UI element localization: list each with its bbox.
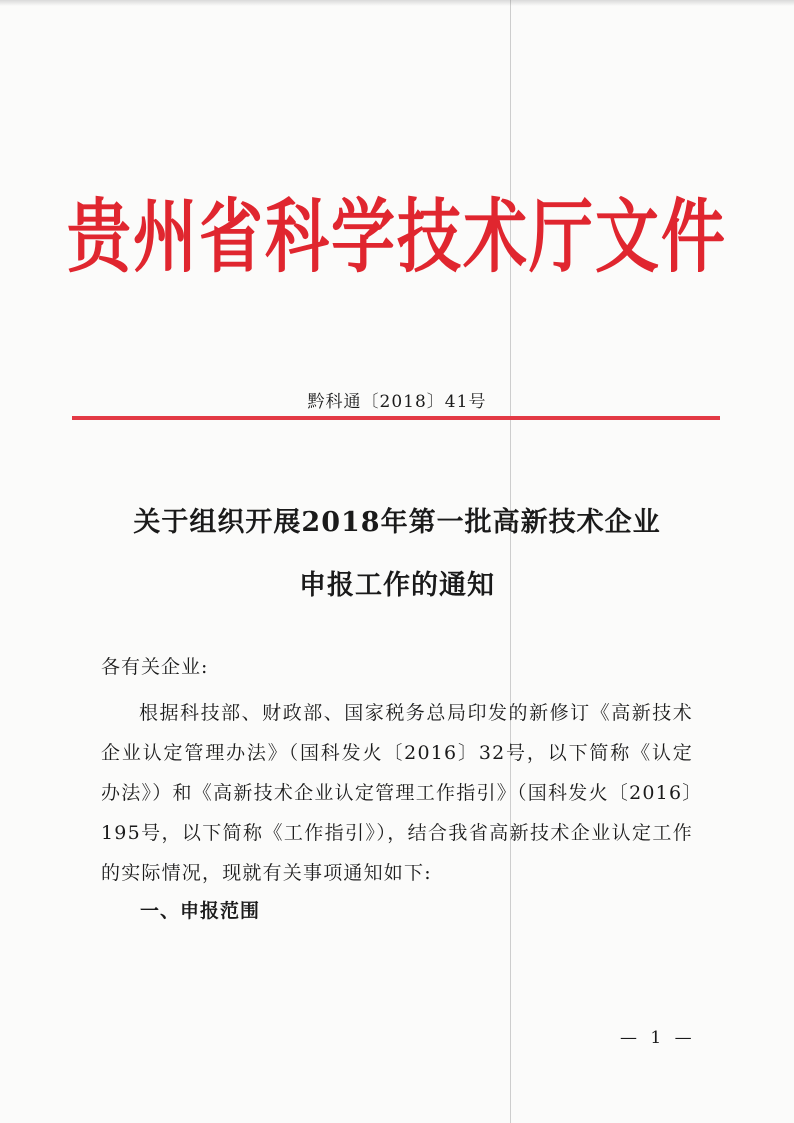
section-heading-scope: 一、申报范围 (140, 900, 261, 922)
salutation: 各有关企业: (101, 656, 209, 678)
scan-artifact-line (510, 0, 511, 1123)
red-separator-rule (72, 416, 720, 420)
body-paragraph: 根据科技部、财政部、国家税务总局印发的新修订《高新技术企业认定管理办法》（国科发火〔2016〕32号，以下简称《认定办法》）和《高新技术企业认定管理工作指引》（国科发火〔2016〕195号，以下简称《工作指引》），结合我省高新技术企业认定工作的实际情况，现就有关事项通知如下: (101, 702, 693, 884)
notice-title-line-2: 申报工作的通知 (299, 570, 495, 601)
notice-title-line-1: 关于组织开展2018年第一批高新技术企业 (133, 507, 661, 538)
scan-edge (0, 0, 794, 6)
agency-header-title: 贵州省科学技术厅文件 (67, 191, 727, 285)
page-number: — 1 — (620, 1028, 696, 1048)
document-number: 黔科通〔2018〕41号 (307, 392, 487, 412)
